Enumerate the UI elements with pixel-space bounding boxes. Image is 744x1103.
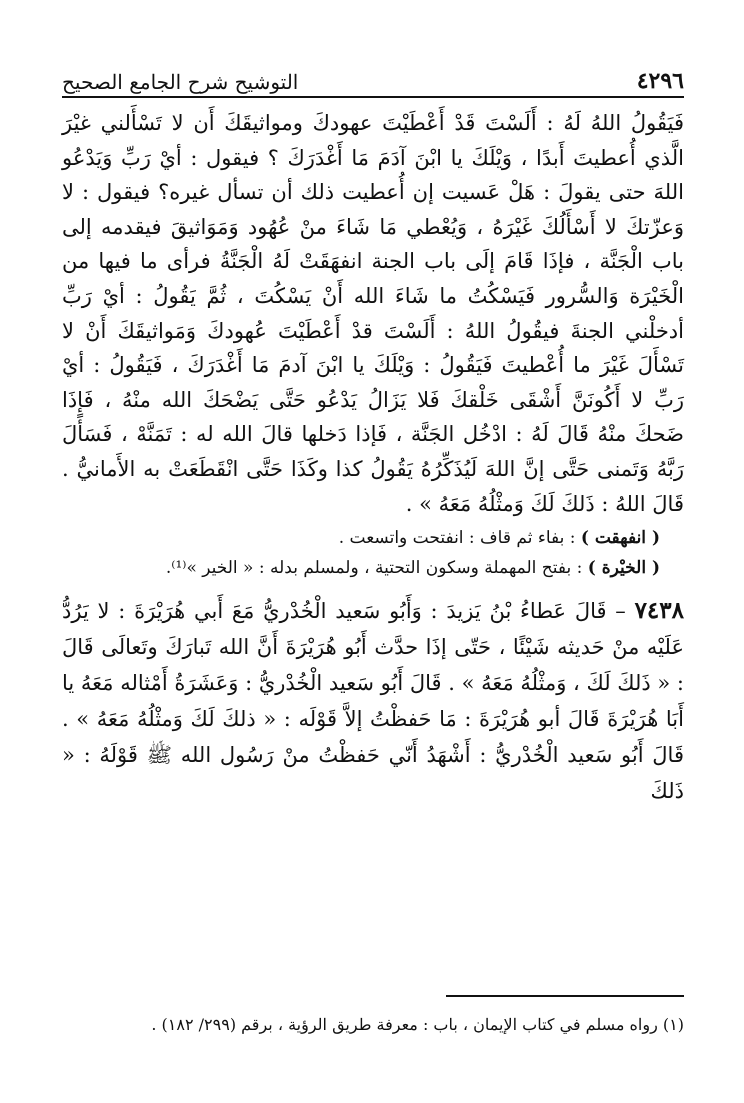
hadith-entry <box>62 593 684 809</box>
hadith-continuation: فَيَقُولُ اللهُ لَهُ : أَلَسْتَ قَدْ أَعْطَيْتَ عهودكَ ومواثيقَكَ أَن لا تَسْأَلني غيْرَ الَّذي أُعطيتَ أَبدًا ، وَيْلَكَ يا ابْنَ آدَمَ مَا أَغْدَرَكَ ؟ فيقول : أيْ رَبِّ وَيَدْعُو اللهَ حتى يقولَ : هَلْ عَسيت إن أُعطيت ذلك أن تسأل غيره؟ فيقول : لا وَعزّتكَ لا أَسْأَلُكَ غَيْرَهُ ، وَيُعْطي مَا شَاءَ منْ عُهُود وَمَوَاثيقَ فيقدمه إلى باب الْجَنَّة ، فإذَا قَامَ إلَى باب الجنة انفهَقَتْ لَهُ الْجَنَّةُ فرأى ما فيها من الْخَيْرَة وَالسُّرور فَيَسْكُتُ ما شَاءَ الله أَنْ يَسْكُتَ ، ثُمَّ يَقُولُ : أيْ رَبِّ أدخلْني الجنةَ فيقُولُ اللهُ : أَلَسْتَ قدْ أَعْطَيْتَ عُهودكَ وَمَواثيقَكَ أَنْ لا تَسْأَلَ غَيْرَ ما أُعْطيتَ فَيَقُولُ : وَيْلَكَ يا ابْنَ آدمَ مَا أَغْدَرَكَ ، فَيَقُولُ : أيْ رَبِّ لا أَكُونَنَّ أَشْقَى خَلْقكَ فَلا يَزَالُ يَدْعُو حَتَّى يَضْحَكَ الله منْهُ ، فَإِذَا ضَحكَ منْهُ قَالَ لَهُ : ادْخُل الجَنَّة ، فَإذا دَخلها قالَ الله له : تَمَنَّهْ ، فَسَأَلَ رَبَّهُ وَتَمنى حَتَّى إنَّ اللهَ لَيُذَكِّرُهُ يَقُولُ كذا وكَذَا حَتَّى انْقَطَعَتْ به الأَمانيُّ . قَالَ اللهُ : ذَلكَ لَكَ وَمثْلُهُ مَعَهُ » . <box>62 111 684 516</box>
running-header <box>62 60 684 98</box>
hadith-text: – قَالَ عَطاءُ بْنُ يَزيدَ : وَأَبُو سَعيد الْخُدْريُّ مَعَ أَبي هُرَيْرَةَ : لا يَرُدُّ عَلَيْه منْ حَديثه شَيْئًا ، حَتّى إذَا حدَّث أَبُو هُرَيْرَةَ أَنَّ الله تَبارَكَ وتَعالَى قَالَ : « ذَلكَ لَكَ ، وَمثْلُهُ مَعَهُ » . قَالَ أَبُو سَعيد الْخُدْريُّ : وَعَشَرَةُ أَمْثاله مَعَهُ يا أَبَا هُرَيْرَةَ قَالَ أبو هُرَيْرَةَ : مَا حَفظْتُ إلاَّ قَوْلَه : « ذلكَ لَكَ وَمثْلُهُ مَعَهُ » . قَالَ أَبُو سَعيد الْخُدْريُّ : أَشْهَدُ أَنّي حَفظْتُ منْ رَسُول الله ﷺ قَوْلَهُ : « ذَلكَ <box>62 599 684 804</box>
main-text <box>62 106 684 521</box>
gloss-text: : بفتح المهملة وسكون التحتية ، ولمسلم بدله : « الخير »⁽¹⁾. <box>165 558 588 579</box>
running-title: التوشيح شرح الجامع الصحيح <box>62 70 299 94</box>
hadith-number: ٧٤٣٨ <box>634 597 684 625</box>
gloss-term: ( انفهقت ) <box>580 528 660 549</box>
footnote-separator <box>446 995 684 997</box>
gloss-text: : بفاء ثم قاف : انفتحت واتسعت . <box>338 528 581 549</box>
gloss-term: ( الخيْرة ) <box>587 558 660 579</box>
gloss-item <box>62 553 660 583</box>
glosses <box>62 523 684 583</box>
gloss-item <box>62 523 660 553</box>
page-number: ٤٢٩٦ <box>636 68 684 94</box>
footnote: (١) رواه مسلم في كتاب الإيمان ، باب : معرفة طريق الرؤية ، برقم (٢٩٩/ ١٨٢) . <box>151 1015 684 1034</box>
